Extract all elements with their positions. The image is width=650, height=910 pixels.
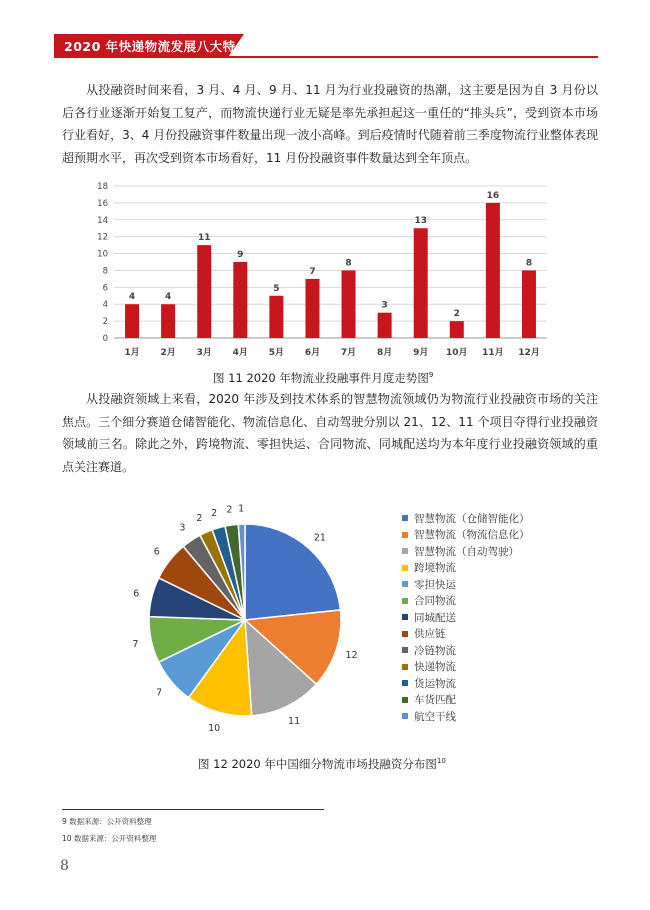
footnote-9: [62, 816, 152, 827]
figure-11-caption-text: 图 11 2020 年物流业投融事件月度走势图: [213, 371, 429, 385]
legend-label: 零担快运: [414, 578, 456, 591]
bar: [125, 304, 139, 338]
x-tick-label: 4月: [232, 348, 248, 358]
pie-value-label: 7: [156, 687, 163, 699]
legend-swatch: [402, 565, 408, 571]
bar-value-label: 4: [164, 292, 172, 303]
bar-value-label: 16: [486, 190, 500, 201]
legend-swatch: [402, 631, 408, 637]
bar: [269, 296, 283, 338]
pie-value-label: 1: [238, 503, 245, 515]
x-tick-label: 12月: [518, 348, 540, 358]
legend-label: 冷链物流: [414, 644, 456, 657]
pie-value-label: 2: [196, 513, 203, 525]
x-tick-label: 3月: [196, 348, 212, 358]
legend-swatch: [402, 647, 408, 653]
bar-value-label: 8: [525, 258, 533, 269]
legend-label: 航空干线: [414, 710, 456, 723]
legend-item: [402, 543, 530, 560]
figure-11-caption: [213, 370, 433, 386]
pie-value-label: 2: [226, 504, 233, 516]
bar-value-label: 7: [309, 266, 316, 277]
legend-swatch: [402, 548, 408, 554]
legend-item: [402, 527, 530, 544]
bar: [378, 313, 392, 338]
y-tick-label: 8: [102, 266, 108, 277]
legend-label: 快递物流: [414, 661, 456, 674]
y-tick-label: 0: [102, 334, 108, 344]
legend-item: [402, 609, 530, 626]
x-tick-label: 9月: [413, 348, 429, 358]
segment-investment-pie-chart: [130, 500, 360, 735]
x-tick-label: 5月: [268, 348, 285, 358]
legend-label: 智慧物流（自动驾驶）: [414, 545, 519, 558]
bar: [233, 262, 247, 338]
footnote-9-text: 数据来源：公开资料整理: [69, 817, 152, 826]
y-tick-label: 18: [97, 182, 108, 192]
legend-swatch: [402, 664, 408, 670]
bar: [342, 270, 356, 338]
legend-swatch: [402, 680, 408, 686]
bar: [161, 304, 175, 338]
bar-value-label: 3: [381, 300, 388, 311]
bar-value-label: 13: [414, 216, 427, 227]
x-tick-label: 1月: [124, 348, 140, 358]
legend-item: [402, 560, 530, 577]
footnote-10: [62, 833, 156, 844]
legend-item: [402, 510, 530, 527]
x-tick-label: 11月: [482, 348, 504, 358]
legend-label: 智慧物流（仓储智能化）: [414, 512, 530, 525]
bar: [522, 270, 536, 338]
legend-label: 供应链: [414, 628, 446, 641]
pie-legend: [402, 510, 530, 725]
y-tick-label: 12: [97, 232, 108, 243]
header-rule: [54, 56, 598, 58]
monthly-investment-bar-chart: [88, 176, 558, 371]
legend-swatch: [402, 515, 408, 521]
bar: [197, 245, 211, 338]
pie-value-label: 6: [133, 588, 140, 600]
pie-value-label: 12: [345, 650, 358, 662]
legend-swatch: [402, 598, 408, 604]
paragraph-investment-timing: 从投融资时间来看，3 月、4 月、9 月、11 月为行业投融资的热潮，这主要是因为自 3 月份以后各行业逐渐开始复工复产，而物流快递行业无疑是率先承担起这一重任的“排头兵”，受到资本市场行业看好，3、4 月份投融资事件数量出现一波小高峰。到后疫情时代随着前三季度物流行业整体表现超预期水平，再次受到资本市场看好，11 月份投融资事件数量达到全年顶点。: [62, 83, 598, 165]
pie-value-label: 3: [179, 522, 186, 534]
legend-item: [402, 708, 530, 725]
figure-11-footnote-ref: 9: [428, 371, 434, 380]
y-tick-label: 14: [97, 215, 108, 226]
bar-value-label: 4: [128, 292, 136, 303]
pie-slice: [245, 524, 340, 620]
pie-value-label: 7: [132, 638, 139, 650]
y-tick-label: 4: [102, 300, 108, 311]
footnote-10-number: 10: [62, 834, 72, 843]
legend-swatch: [402, 713, 408, 719]
bar-value-label: 9: [237, 250, 244, 260]
legend-item: [402, 626, 530, 643]
legend-label: 智慧物流（物流信息化）: [414, 529, 530, 542]
x-tick-label: 2月: [160, 348, 176, 358]
legend-item: [402, 576, 530, 593]
legend-label: 车货匹配: [414, 694, 456, 707]
legend-label: 同城配送: [414, 611, 456, 624]
pie-value-label: 21: [313, 532, 326, 544]
paragraph-investment-fields: 从投融资领域上来看，2020 年涉及到技术体系的智慧物流领域仍为物流行业投融资市场的关注焦点。三个细分赛道仓储智能化、物流信息化、自动驾驶分别以 21、12、11 个项目夺得行业投融资领域前三名。除此之外，跨境物流、零担快运、合同物流、同城配送均为本年度行业投融资领域的重点关注赛道。: [62, 392, 598, 474]
footnote-9-number: 9: [62, 817, 67, 826]
bar: [305, 279, 319, 338]
bar: [486, 203, 500, 338]
legend-label: 合同物流: [414, 595, 456, 608]
page-number: 8: [60, 858, 69, 874]
legend-item: [402, 692, 530, 709]
figure-12-footnote-ref: 10: [436, 757, 446, 766]
bar: [450, 321, 464, 338]
x-tick-label: 8月: [376, 348, 393, 358]
legend-label: 货运物流: [414, 677, 456, 690]
x-tick-label: 6月: [304, 348, 321, 358]
y-tick-label: 6: [102, 283, 108, 294]
figure-12-caption: [198, 756, 446, 772]
legend-item: [402, 675, 530, 692]
legend-item: [402, 593, 530, 610]
legend-swatch: [402, 532, 408, 538]
header-title: 2020 年快递物流发展八大特点: [64, 39, 249, 54]
y-tick-label: 10: [97, 249, 108, 260]
x-tick-label: 10月: [446, 348, 468, 358]
legend-swatch: [402, 697, 408, 703]
pie-value-label: 6: [153, 546, 160, 558]
legend-swatch: [402, 581, 408, 587]
figure-12-caption-text: 图 12 2020 年中国细分物流市场投融资分布图: [198, 757, 437, 771]
bar: [414, 228, 428, 338]
pie-value-label: 11: [288, 716, 301, 728]
footnote-10-text: 数据来源：公开资料整理: [73, 834, 157, 843]
legend-swatch: [402, 614, 408, 620]
legend-item: [402, 642, 530, 659]
pie-value-label: 2: [211, 507, 218, 519]
bar-value-label: 8: [345, 258, 352, 269]
bar-value-label: 5: [273, 283, 280, 294]
y-tick-label: 16: [97, 198, 108, 209]
legend-item: [402, 659, 530, 676]
pie-value-label: 10: [208, 723, 221, 735]
y-tick-label: 2: [102, 317, 108, 328]
bar-value-label: 11: [197, 233, 211, 244]
x-tick-label: 7月: [340, 348, 357, 358]
footnote-divider: [62, 809, 324, 810]
legend-label: 跨境物流: [414, 562, 456, 575]
bar-value-label: 2: [453, 309, 460, 320]
